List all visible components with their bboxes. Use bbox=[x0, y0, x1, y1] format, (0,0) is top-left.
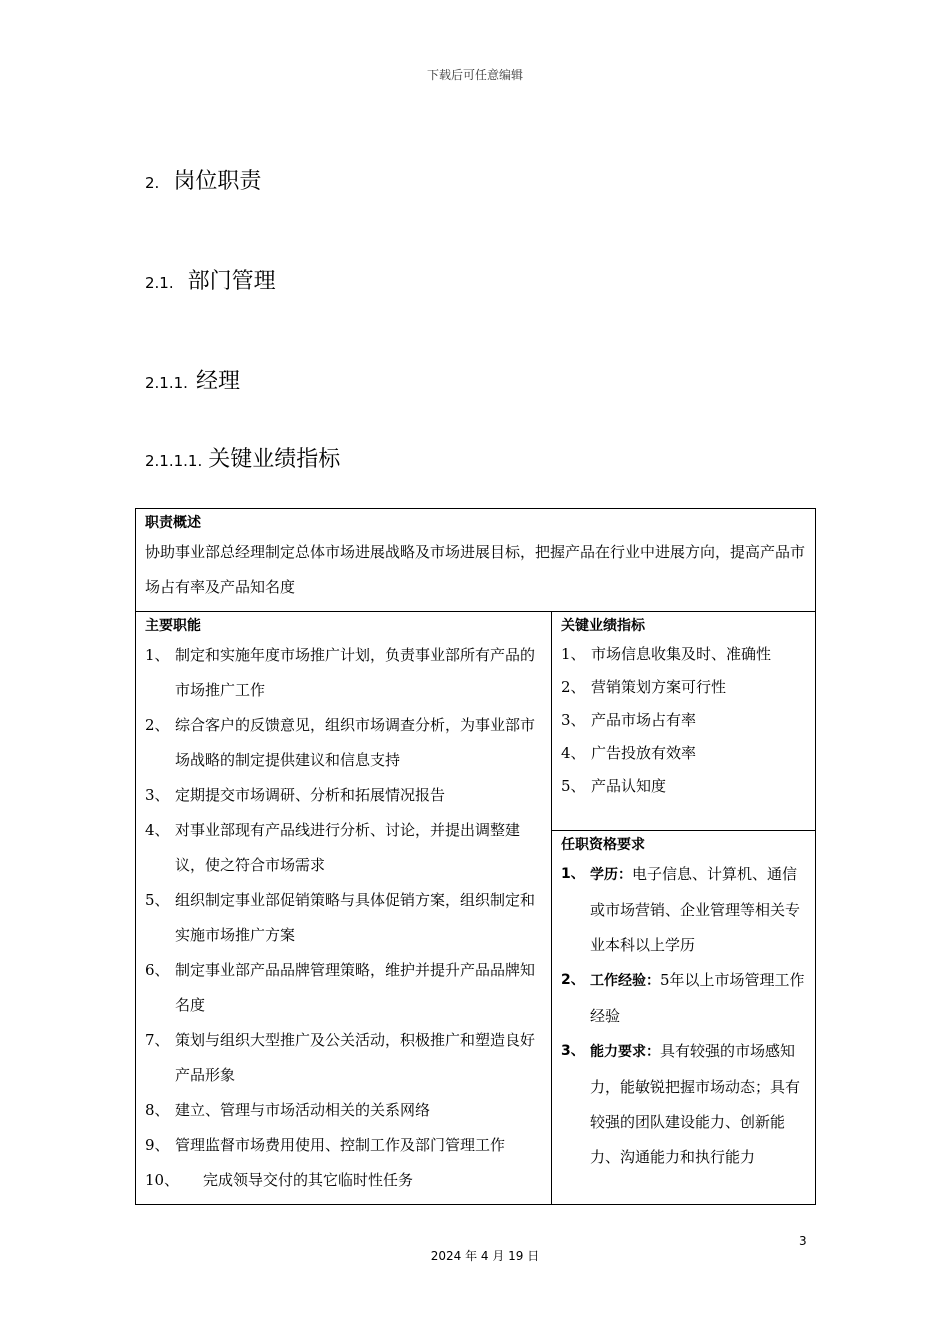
item-text: 市场信息收集及时、准确性 bbox=[591, 645, 772, 663]
heading-level-4 bbox=[145, 442, 340, 473]
heading-level-1 bbox=[145, 164, 261, 195]
summary-cell bbox=[136, 509, 816, 612]
item-number: 2、 bbox=[561, 972, 585, 989]
heading-number: 2.1.1.1. bbox=[145, 452, 203, 470]
item-number: 7、 bbox=[145, 1031, 170, 1049]
item-text bbox=[590, 1034, 807, 1175]
requirement-text: 具有较强的市场感知力，能敏锐把握市场动态；具有较强的团队建设能力、创新能力、沟通能力和执行能力 bbox=[590, 1042, 801, 1167]
item-number: 10、 bbox=[145, 1171, 180, 1189]
item-number: 1、 bbox=[561, 866, 585, 883]
item-text bbox=[590, 857, 807, 963]
list-item bbox=[561, 770, 807, 803]
duties-cell bbox=[136, 612, 552, 1205]
item-number: 4、 bbox=[561, 744, 586, 762]
list-item bbox=[145, 708, 543, 778]
list-item bbox=[145, 1023, 543, 1093]
item-text bbox=[590, 963, 807, 1034]
item-number: 9、 bbox=[145, 1136, 170, 1154]
item-number: 2、 bbox=[561, 678, 586, 696]
heading-level-3 bbox=[145, 364, 240, 395]
item-number: 5、 bbox=[561, 777, 586, 795]
list-item bbox=[145, 1093, 543, 1128]
item-text: 完成领导交付的其它临时性任务 bbox=[203, 1171, 414, 1189]
item-text: 组织制定事业部促销策略与具体促销方案，组织制定和实施市场推广方案 bbox=[175, 891, 536, 944]
item-number: 3、 bbox=[145, 786, 170, 804]
list-item bbox=[561, 704, 807, 737]
item-number: 3、 bbox=[561, 1043, 585, 1060]
item-number: 1、 bbox=[145, 646, 170, 664]
footer-date: 2024 年 4 月 19 日 bbox=[430, 1249, 540, 1263]
item-text: 制定和实施年度市场推广计划，负责事业部所有产品的市场推广工作 bbox=[175, 646, 536, 699]
list-item bbox=[561, 1034, 807, 1175]
heading-level-2 bbox=[145, 264, 276, 295]
item-number: 5、 bbox=[145, 891, 170, 909]
item-text: 广告投放有效率 bbox=[591, 744, 697, 762]
summary-label: 职责概述 bbox=[145, 515, 201, 531]
duties-label: 主要职能 bbox=[145, 618, 201, 634]
list-item bbox=[561, 857, 807, 963]
list-item bbox=[145, 813, 543, 883]
item-text: 营销策划方案可行性 bbox=[591, 678, 727, 696]
requirement-text: 5年以上市场管理工作经验 bbox=[590, 971, 805, 1026]
list-item bbox=[145, 883, 543, 953]
requirement-key: 学历： bbox=[590, 867, 632, 884]
heading-title: 岗位职责 bbox=[173, 169, 262, 194]
heading-number: 2.1.1. bbox=[145, 374, 188, 392]
item-number: 1、 bbox=[561, 645, 586, 663]
item-text: 管理监督市场费用使用、控制工作及部门管理工作 bbox=[175, 1136, 506, 1154]
list-item bbox=[561, 671, 807, 704]
item-text: 定期提交市场调研、分析和拓展情况报告 bbox=[175, 786, 446, 804]
kpi-label: 关键业绩指标 bbox=[561, 618, 645, 634]
item-text: 建立、管理与市场活动相关的关系网络 bbox=[175, 1101, 431, 1119]
heading-number: 2.1. bbox=[145, 274, 174, 292]
list-item bbox=[145, 778, 543, 813]
item-text: 策划与组织大型推广及公关活动，积极推广和塑造良好产品形象 bbox=[175, 1031, 536, 1084]
heading-title: 经理 bbox=[195, 369, 240, 394]
item-text: 对事业部现有产品线进行分析、讨论，并提出调整建议，使之符合市场需求 bbox=[175, 821, 521, 874]
item-number: 2、 bbox=[145, 716, 170, 734]
item-number: 3、 bbox=[561, 711, 586, 729]
item-number: 8、 bbox=[145, 1101, 170, 1119]
item-text: 制定事业部产品品牌管理策略，维护并提升产品品牌知名度 bbox=[175, 961, 536, 1014]
list-item bbox=[145, 638, 543, 708]
requirements-cell bbox=[552, 831, 816, 1205]
header-note: 下载后可任意编辑 bbox=[426, 68, 523, 82]
heading-title: 关键业绩指标 bbox=[208, 447, 341, 472]
item-number: 4、 bbox=[145, 821, 170, 839]
list-item bbox=[145, 953, 543, 1023]
kpi-cell bbox=[552, 612, 816, 831]
heading-title: 部门管理 bbox=[187, 269, 276, 294]
page-number: 3 bbox=[799, 1234, 807, 1248]
requirement-key: 能力要求： bbox=[590, 1044, 660, 1061]
list-item bbox=[561, 638, 807, 671]
item-number: 6、 bbox=[145, 961, 170, 979]
item-text: 产品认知度 bbox=[591, 777, 667, 795]
list-item bbox=[561, 963, 807, 1034]
summary-text: 协助事业部总经理制定总体市场进展战略及市场进展目标，把握产品在行业中进展方向，提高产品市场占有率及产品知名度 bbox=[145, 543, 806, 596]
item-text: 综合客户的反馈意见，组织市场调查分析，为事业部市场战略的制定提供建议和信息支持 bbox=[175, 716, 536, 769]
heading-number: 2. bbox=[145, 174, 160, 192]
job-duty-table bbox=[135, 508, 816, 1205]
requirement-key: 工作经验： bbox=[590, 973, 660, 990]
requirements-label: 任职资格要求 bbox=[561, 837, 645, 854]
list-item bbox=[145, 1163, 543, 1198]
list-item bbox=[561, 737, 807, 770]
item-text: 产品市场占有率 bbox=[591, 711, 697, 729]
list-item bbox=[145, 1128, 543, 1163]
requirement-text: 电子信息、计算机、通信或市场营销、企业管理等相关专业本科以上学历 bbox=[590, 865, 801, 955]
